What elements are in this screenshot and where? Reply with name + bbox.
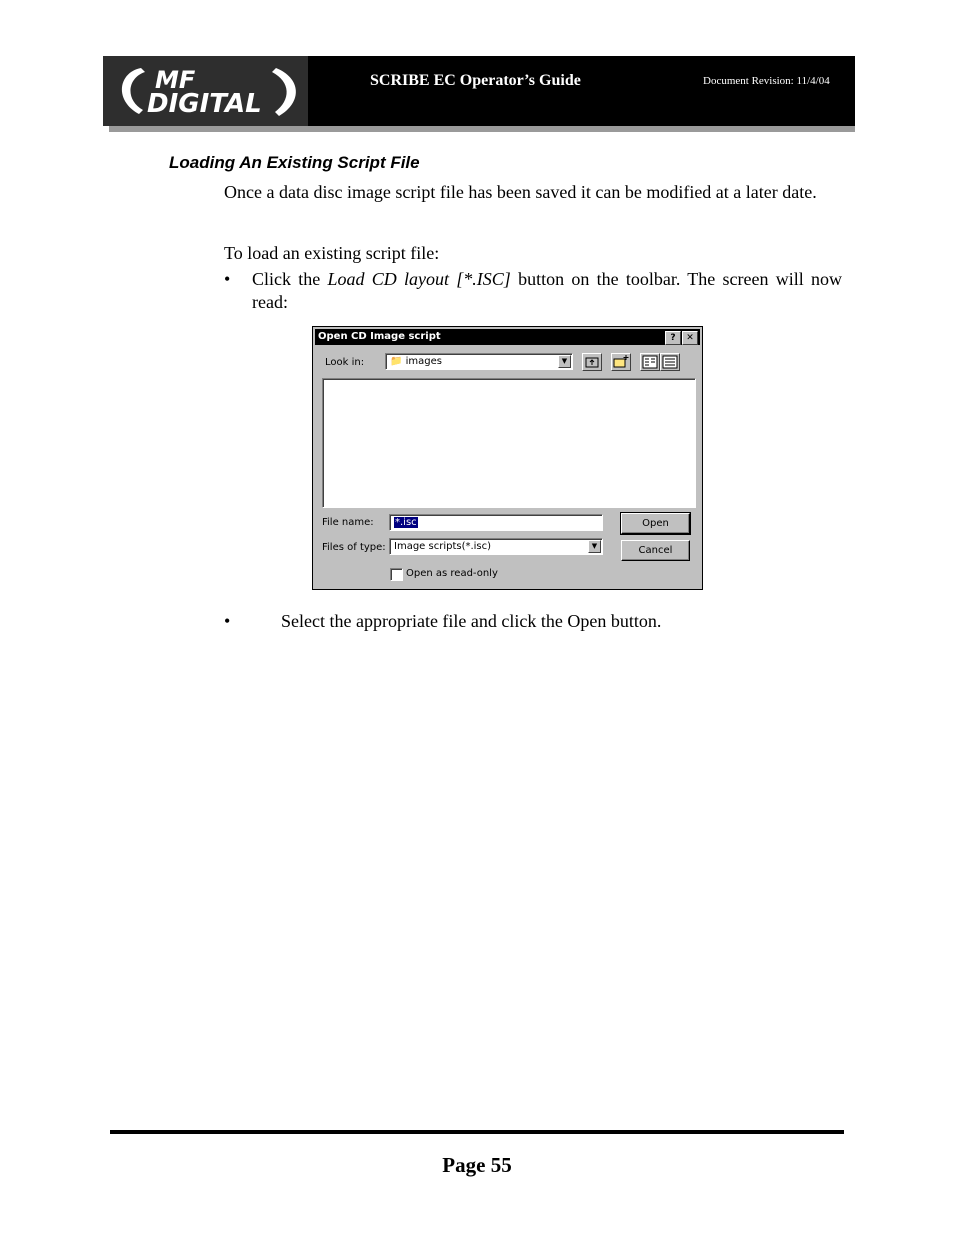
- cancel-button[interactable]: Cancel: [621, 540, 690, 561]
- svg-text:MF: MF: [155, 66, 196, 94]
- bullet-marker: •: [224, 611, 231, 631]
- open-button[interactable]: Open: [621, 513, 690, 534]
- help-button[interactable]: ?: [665, 331, 681, 345]
- logo: [103, 56, 308, 126]
- files-of-type-select[interactable]: [389, 538, 603, 555]
- header-shadow: [109, 126, 855, 132]
- bullet-item-open: Select the appropriate file and click the Open button.: [281, 611, 662, 631]
- paragraph-instruction: To load an existing script file:: [224, 243, 440, 263]
- section-heading: Loading An Existing Script File: [169, 153, 420, 172]
- dialog-title-bar: [315, 329, 700, 345]
- chevron-down-icon[interactable]: ▼: [558, 355, 571, 368]
- footer-rule: [110, 1130, 844, 1134]
- document-title: SCRIBE EC Operator’s Guide: [370, 72, 581, 89]
- bullet-marker: •: [224, 269, 231, 289]
- mf-digital-logo: [111, 60, 306, 122]
- new-folder-icon[interactable]: [611, 353, 631, 371]
- files-of-type-value: Image scripts(*.isc): [394, 541, 492, 552]
- file-name-label: File name:: [322, 517, 374, 528]
- bullet-item-load: Click the Load CD layout [*.ISC] button on the toolbar. The screen will now read:: [252, 269, 842, 312]
- details-view-icon[interactable]: [660, 353, 680, 371]
- list-view-icon[interactable]: [640, 353, 660, 371]
- read-only-label: Open as read-only: [406, 568, 498, 579]
- files-of-type-label: Files of type:: [322, 542, 386, 553]
- file-name-value: *.isc: [395, 517, 417, 528]
- file-name-input[interactable]: [389, 514, 603, 531]
- document-revision: Document Revision: 11/4/04: [703, 75, 830, 87]
- paragraph-intro: Once a data disc image script file has been saved it can be modified at a later date.: [224, 182, 817, 202]
- page-header: [103, 56, 855, 126]
- look-in-label: Look in:: [325, 357, 365, 368]
- look-in-select[interactable]: [385, 353, 573, 370]
- page-number: Page 55: [442, 1153, 512, 1177]
- folder-icon: 📁: [390, 356, 403, 367]
- svg-text:DIGITAL: DIGITAL: [147, 89, 262, 119]
- open-cd-image-script-dialog: [312, 326, 703, 590]
- up-one-level-icon[interactable]: [582, 353, 602, 371]
- dialog-title: Open CD Image script: [318, 331, 441, 342]
- read-only-checkbox[interactable]: [390, 568, 403, 581]
- look-in-value: images: [405, 356, 442, 367]
- file-list[interactable]: [322, 378, 696, 508]
- chevron-down-icon[interactable]: ▼: [588, 540, 601, 553]
- close-button[interactable]: ✕: [682, 331, 698, 345]
